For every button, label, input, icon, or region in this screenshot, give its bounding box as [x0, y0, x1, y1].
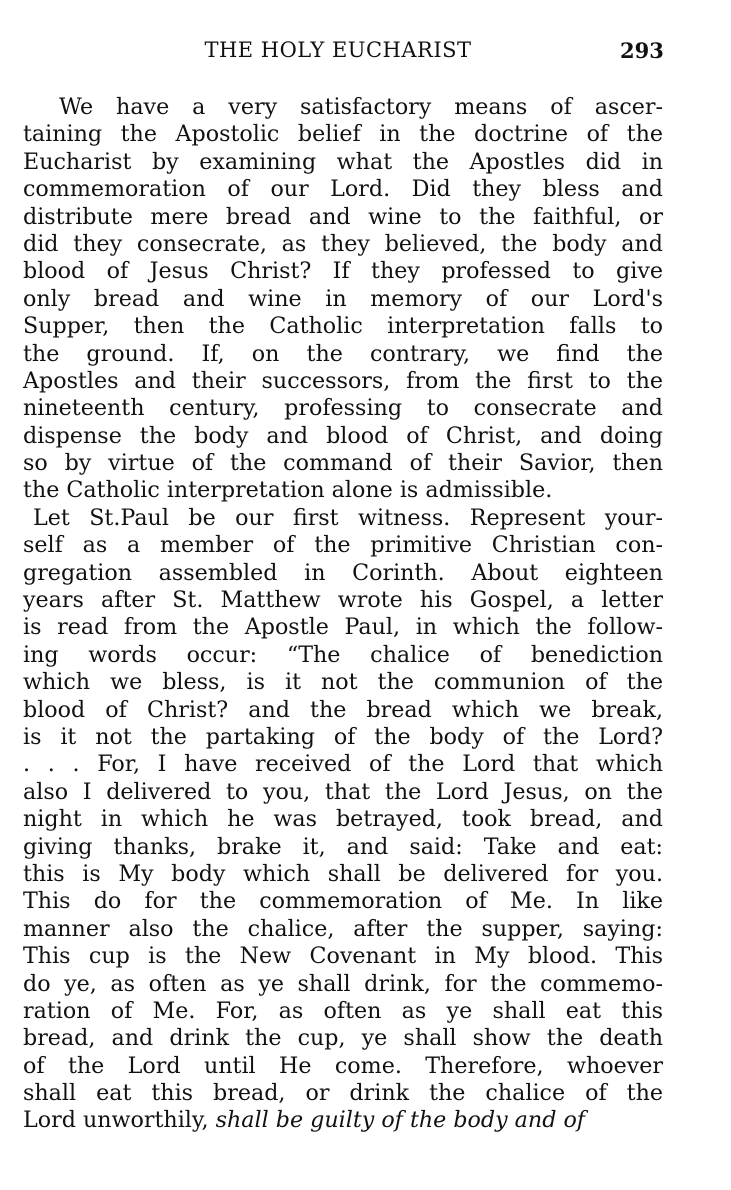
text-line: is read from the Apostle Paul, in which the follow- — [23, 614, 663, 641]
text-line: blood of Jesus Christ? If they professed to give — [23, 258, 663, 285]
text-line: giving thanks, brake it, and said: Take and eat: — [23, 833, 663, 860]
text-line: do ye, as often as ye shall drink, for the commemo- — [23, 970, 663, 997]
last-line-roman: Lord unworthily, — [23, 1107, 209, 1134]
text-line: the Catholic interpretation alone is admissible. — [23, 477, 553, 504]
text-line: . . . For, I have received of the Lord that which — [23, 751, 663, 778]
text-line: self as a member of the primitive Christian con- — [23, 532, 663, 559]
text-line: This do for the commemoration of Me. In like — [23, 888, 663, 915]
text-line: of the Lord until He come. Therefore, whoever — [23, 1052, 663, 1079]
text-line: Supper, then the Catholic interpretation falls to — [23, 313, 663, 340]
body-text — [23, 94, 663, 1135]
running-title: THE HOLY EUCHARIST — [204, 38, 472, 62]
text-line: We have a very satisfactory means of ascer- — [59, 94, 663, 120]
text-line: Apostles and their successors, from the first to the — [23, 367, 663, 394]
last-line-italic: shall be guilty of the body and of — [215, 1107, 586, 1134]
text-line: did they consecrate, as they believed, the body and — [23, 230, 663, 257]
page-number: 293 — [620, 38, 664, 63]
text-line: shall eat this bread, or drink the chalice of the — [23, 1080, 663, 1107]
text-line: night in which he was betrayed, took bread, and — [23, 806, 663, 833]
text-line: ration of Me. For, as often as ye shall eat this — [23, 997, 663, 1024]
text-line: nineteenth century, professing to consecrate and — [23, 395, 663, 422]
text-line: ing words occur: “The chalice of benediction — [23, 641, 663, 668]
text-line: dispense the body and blood of Christ, and doing — [23, 422, 663, 449]
running-header — [0, 38, 731, 68]
text-line: this is My body which shall be delivered for you. — [23, 860, 663, 887]
text-line: Eucharist by examining what the Apostles did in — [23, 148, 663, 175]
text-line: This cup is the New Covenant in My blood. This — [23, 943, 663, 970]
text-line: gregation assembled in Corinth. About eighteen — [23, 559, 663, 586]
text-line: bread, and drink the cup, ye shall show the death — [23, 1025, 663, 1052]
text-line: which we bless, is it not the communion of the — [23, 669, 663, 696]
text-line: commemoration of our Lord. Did they bless and — [23, 176, 663, 203]
text-line: Let St.Paul be our first witness. Represent your- — [33, 504, 663, 531]
text-line: taining the Apostolic belief in the doctrine of the — [23, 121, 663, 148]
text-line: the ground. If, on the contrary, we find the — [23, 340, 663, 367]
text-line: manner also the chalice, after the supper, saying: — [23, 915, 663, 942]
text-line: years after St. Matthew wrote his Gospel, a letter — [23, 587, 663, 614]
text-line: is it not the partaking of the body of the Lord? — [23, 723, 663, 750]
text-line: only bread and wine in memory of our Lord's — [23, 285, 663, 312]
text-line: also I delivered to you, that the Lord Jesus, on the — [23, 778, 663, 805]
text-line: blood of Christ? and the bread which we break, — [23, 696, 663, 723]
text-line-last — [23, 1107, 663, 1134]
text-line: so by virtue of the command of their Savior, then — [23, 450, 663, 477]
text-line: distribute mere bread and wine to the faithful, or — [23, 203, 663, 230]
